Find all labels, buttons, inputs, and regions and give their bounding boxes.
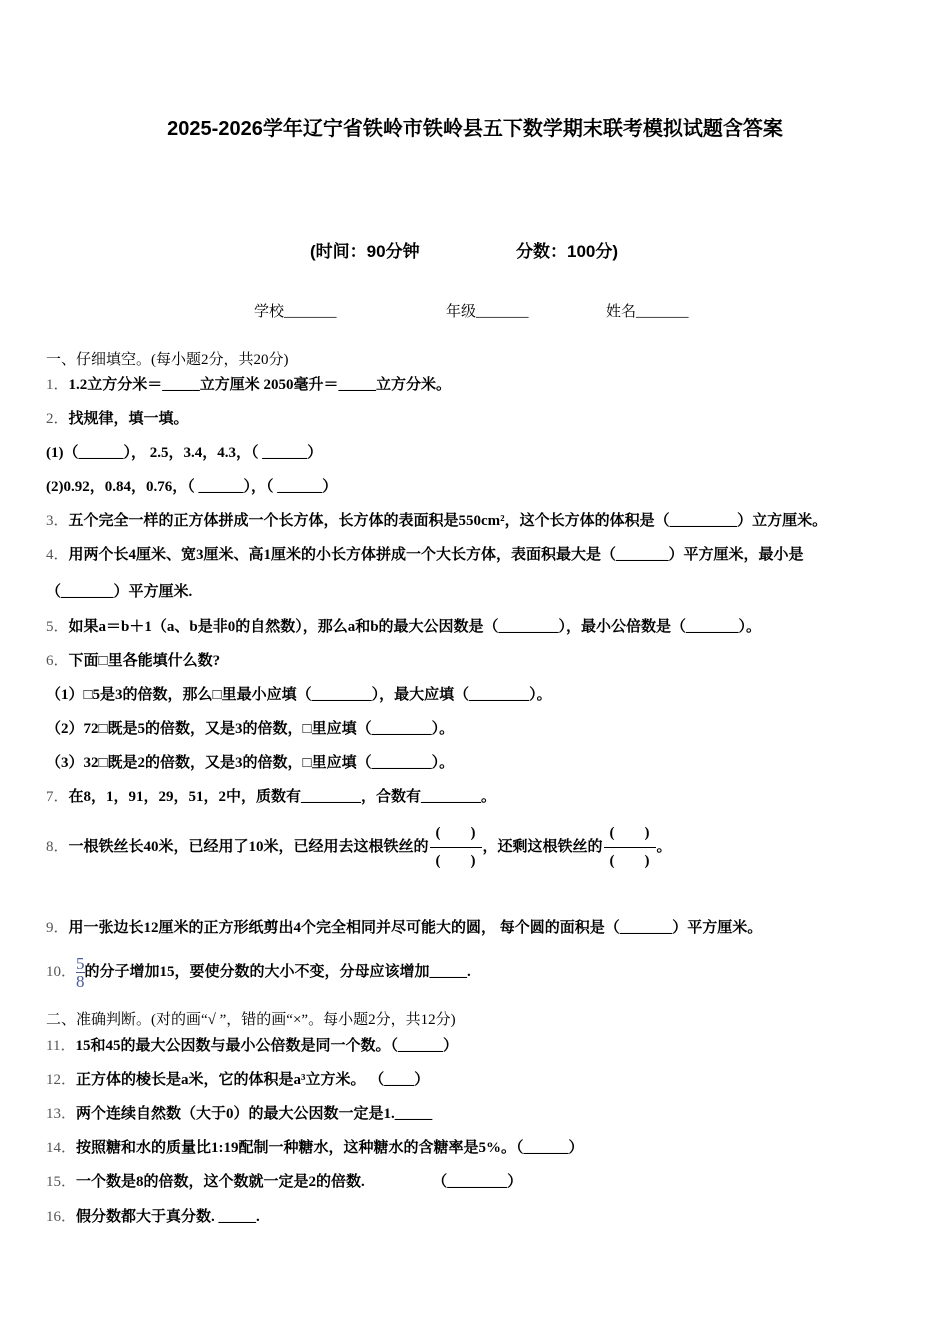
section-2-heading: 二、准确判断。(对的画“√ ”，错的画“×”。每小题2分，共12分) [46, 1012, 456, 1028]
question-number: 3． [46, 513, 69, 529]
question-text: 假分数都大于真分数. _____. [76, 1209, 260, 1225]
question-6-part-2 [46, 719, 454, 739]
question-text: （1）□5是3的倍数，那么□里最小应填（________），最大应填（________）。 [46, 687, 552, 703]
question-4-continued [46, 582, 192, 602]
question-15 [46, 1172, 522, 1192]
question-number: 8． [46, 838, 69, 855]
grade-field: 年级_______ [446, 304, 529, 320]
question-number: 10． [46, 964, 77, 980]
question-1 [46, 375, 451, 395]
question-number: 1． [46, 377, 69, 393]
school-field: 学校_______ [254, 304, 337, 320]
question-text: （_______）平方厘米. [46, 584, 193, 600]
question-8 [46, 820, 672, 875]
question-12 [46, 1070, 429, 1090]
question-16 [46, 1207, 260, 1227]
exam-score: 分数：100分) [516, 242, 619, 261]
question-number: 9． [46, 920, 69, 936]
question-number: 5． [46, 619, 69, 635]
question-text: 如果a＝b＋1（a、b是非0的自然数），那么a和b的最大公因数是（________），最小公倍数是（_______）。 [68, 619, 762, 635]
question-4 [46, 545, 804, 565]
question-2 [46, 409, 189, 429]
question-6-part-3 [46, 753, 454, 773]
question-text: ，还剩这根铁丝的 [482, 838, 603, 855]
page-title: 2025-2026学年辽宁省铁岭市铁岭县五下数学期末联考模拟试题含答案 [167, 118, 783, 140]
denominator-blank: ( ) [430, 847, 482, 875]
numerator-blank: ( ) [435, 825, 476, 841]
question-number: 13． [46, 1106, 77, 1122]
question-text: （2）72□既是5的倍数，又是3的倍数，□里应填（________）。 [46, 721, 455, 737]
question-number: 14． [46, 1140, 77, 1156]
question-text: 的分子增加15，要使分数的大小不变，分母应该增加_____. [84, 964, 471, 980]
denominator: 8 [76, 972, 85, 992]
question-text: 五个完全一样的正方体拼成一个长方体，长方体的表面积是550cm²，这个长方体的体积是（_________）立方厘米。 [68, 513, 828, 529]
name-field: 姓名_______ [606, 304, 689, 320]
question-10 [46, 954, 471, 990]
question-2-part-1 [46, 443, 322, 463]
question-number: 4． [46, 547, 69, 563]
question-text: 下面□里各能填什么数? [68, 653, 221, 669]
question-6-part-1 [46, 685, 552, 705]
question-text: 1.2立方分米＝_____立方厘米 2050毫升＝_____立方分米。 [68, 377, 452, 393]
question-9 [46, 918, 762, 938]
numerator: 5 [76, 954, 85, 974]
question-7 [46, 787, 496, 807]
question-number: 15． [46, 1174, 77, 1190]
question-11 [46, 1036, 458, 1056]
question-text: 用一张边长12厘米的正方形纸剪出4个完全相同并尽可能大的圆， 每个圆的面积是（_______）平方厘米。 [68, 920, 763, 936]
question-text: (2)0.92，0.84，0.76，（ ______），（ ______） [46, 479, 338, 495]
question-6 [46, 651, 220, 671]
denominator-blank: ( ) [604, 847, 656, 875]
fraction-blank-remaining [604, 820, 656, 875]
question-number: 16． [46, 1209, 77, 1225]
question-text: 一个数是8的倍数，这个数就一定是2的倍数. （________） [76, 1174, 523, 1190]
question-text: 两个连续自然数（大于0）的最大公因数一定是1._____ [76, 1106, 433, 1122]
question-text: 按照糖和水的质量比1:19配制一种糖水，这种糖水的含糖率是5%。（______） [76, 1140, 584, 1156]
question-3 [46, 511, 827, 531]
question-13 [46, 1104, 432, 1124]
question-number: 12． [46, 1072, 77, 1088]
fraction-blank-used [430, 820, 482, 875]
fraction-five-eighths [76, 955, 85, 990]
question-text: 找规律，填一填。 [68, 411, 189, 427]
question-number: 11． [46, 1038, 76, 1054]
question-text: 。 [656, 838, 672, 855]
question-text: (1)（______）， 2.5，3.4，4.3，（ ______） [46, 445, 323, 461]
question-number: 6． [46, 653, 69, 669]
question-text: （3）32□既是2的倍数，又是3的倍数，□里应填（________）。 [46, 755, 455, 771]
question-text: 正方体的棱长是a米，它的体积是a³立方米。 （____） [76, 1072, 430, 1088]
question-2-part-2 [46, 477, 337, 497]
question-text: 一根铁丝长40米，已经用了10米，已经用去这根铁丝的 [68, 838, 429, 855]
question-14 [46, 1138, 584, 1158]
question-text: 用两个长4厘米、宽3厘米、高1厘米的小长方体拼成一个大长方体，表面积最大是（_______）平方厘米，最小是 [68, 547, 804, 563]
question-number: 2． [46, 411, 69, 427]
question-text: 15和45的最大公因数与最小公倍数是同一个数。（______） [75, 1038, 458, 1054]
numerator-blank: ( ) [609, 825, 650, 841]
exam-time: (时间：90分钟 [310, 242, 420, 261]
question-text: 在8，1，91，29，51，2中，质数有________，合数有________。 [68, 789, 497, 805]
question-number: 7． [46, 789, 69, 805]
question-5 [46, 617, 761, 637]
section-1-heading: 一、仔细填空。(每小题2分，共20分) [46, 352, 289, 368]
